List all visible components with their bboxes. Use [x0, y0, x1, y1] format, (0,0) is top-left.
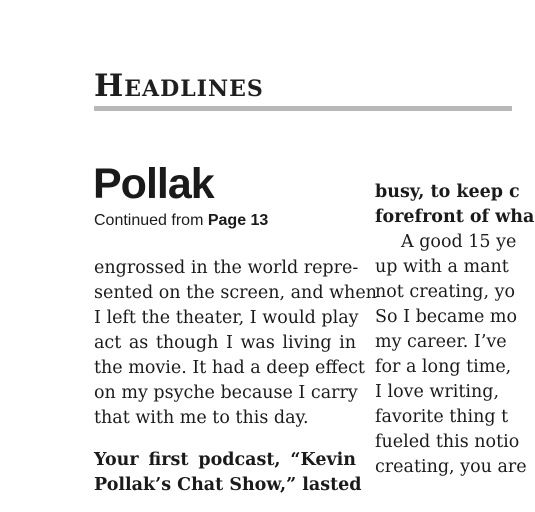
question-line: forefront of wha [375, 207, 535, 227]
continued-page-link[interactable]: Page 13 [207, 212, 269, 229]
body-line: creating, you are [375, 457, 527, 477]
section-divider [94, 106, 512, 111]
continued-prefix: Continued from [94, 212, 208, 229]
body-line: on my psyche because I carry [94, 383, 358, 403]
body-line: fueled this notio [375, 432, 520, 452]
body-line: A good 15 ye [401, 232, 517, 252]
body-line: sented on the screen, and when [94, 283, 377, 303]
question-line: Your first podcast, “Kevin [94, 450, 356, 470]
question-line: Pollak’s Chat Show,” lasted [94, 475, 362, 495]
body-line: So I became mo [375, 307, 517, 327]
body-line: favorite thing t [375, 407, 509, 427]
body-line: the movie. It had a deep effect [94, 358, 365, 378]
continued-line [94, 211, 268, 231]
body-line: act as though I was living in [94, 333, 356, 353]
right-column [375, 180, 535, 480]
story-title: Pollak [93, 160, 214, 208]
body-line: up with a mant [375, 257, 509, 277]
body-line: my career. I’ve [375, 332, 507, 352]
body-line: engrossed in the world repre- [94, 258, 359, 278]
question-line: busy, to keep c [375, 182, 520, 202]
body-line: that with me to this day. [94, 408, 309, 428]
body-line: I love writing, [375, 382, 500, 402]
left-column [94, 256, 377, 498]
body-line: I left the theater, I would play [94, 308, 359, 328]
section-title: Headlines [94, 68, 264, 104]
body-line: not creating, yo [375, 282, 516, 302]
body-line: for a long time, [375, 357, 512, 377]
paragraph-gap [94, 431, 356, 448]
